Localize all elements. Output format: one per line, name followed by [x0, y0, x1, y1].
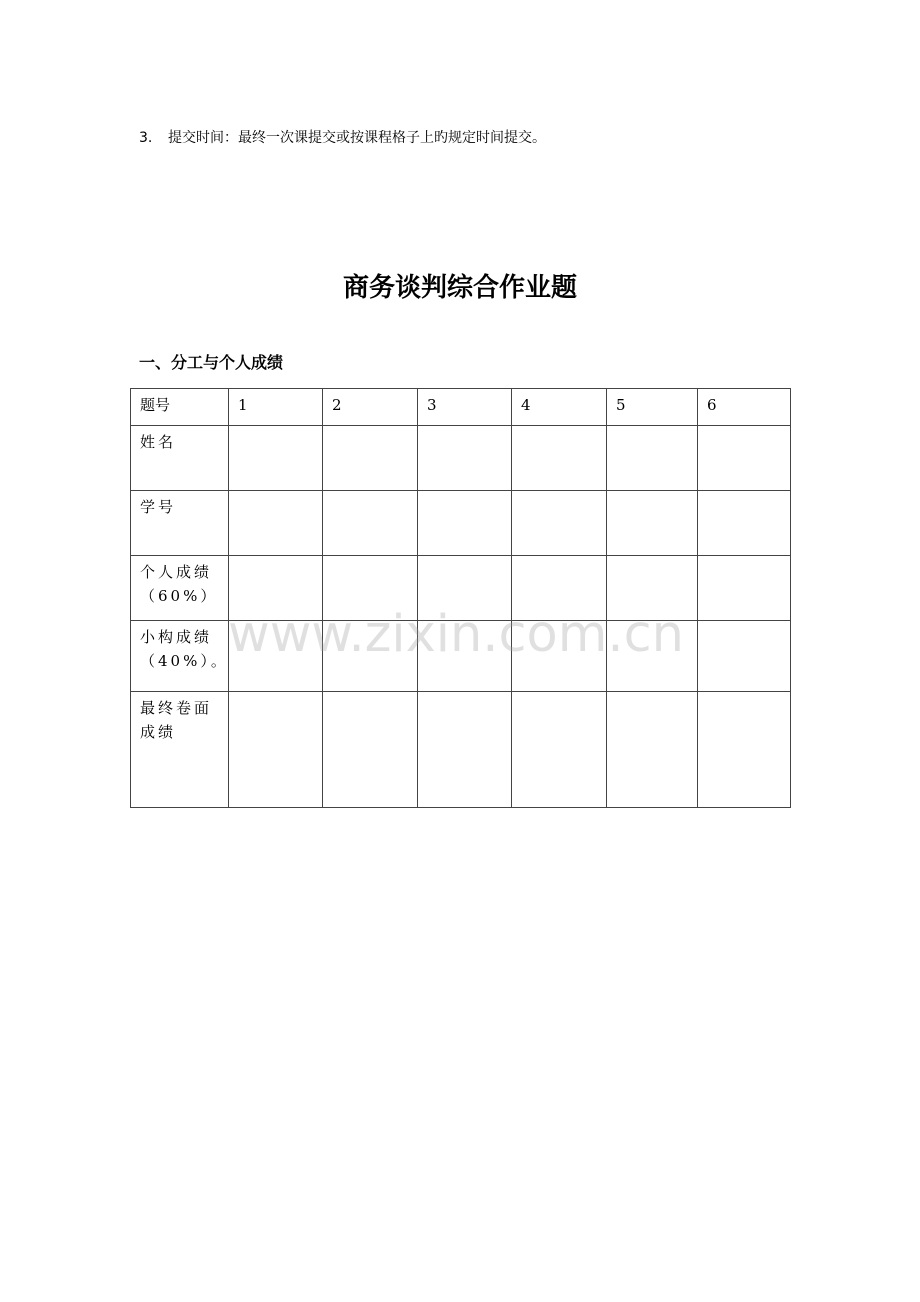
header-cell-5: 5 — [607, 389, 698, 426]
table-cell — [512, 556, 607, 621]
table-cell — [323, 426, 418, 491]
table-cell — [418, 556, 512, 621]
table-cell — [229, 556, 323, 621]
table-cell — [698, 621, 791, 692]
table-header-row — [131, 389, 791, 426]
header-cell-label: 题号 — [131, 389, 229, 426]
table-cell — [323, 491, 418, 556]
header-cell-2: 2 — [323, 389, 418, 426]
note-text: 提交时间：最终一次课提交或按课程格子上旳规定时间提交。 — [168, 130, 546, 146]
header-cell-4: 4 — [512, 389, 607, 426]
table-cell — [323, 621, 418, 692]
table-cell — [323, 692, 418, 808]
table-cell — [607, 621, 698, 692]
document-title: 商务谈判综合作业题 — [342, 273, 577, 303]
row-label-line: 个人成绩 — [140, 563, 213, 581]
table-cell — [418, 426, 512, 491]
table-cell — [323, 556, 418, 621]
table-row-final-score — [131, 692, 791, 808]
table-row-individual-score — [131, 556, 791, 621]
note-number: 3. — [139, 130, 153, 146]
row-label-line: 小构成绩 — [140, 628, 213, 646]
section-heading: 一、分工与个人成绩 — [139, 353, 284, 372]
header-cell-1: 1 — [229, 389, 323, 426]
table-cell — [607, 556, 698, 621]
table-cell — [418, 692, 512, 808]
table-cell — [512, 692, 607, 808]
table-cell — [607, 426, 698, 491]
score-table — [130, 388, 791, 808]
row-label-group-score — [131, 621, 229, 692]
header-cell-3: 3 — [418, 389, 512, 426]
table-cell — [698, 692, 791, 808]
table-cell — [512, 621, 607, 692]
table-cell — [229, 692, 323, 808]
row-label-line: 学号 — [140, 498, 177, 516]
row-label-line: 成绩 — [140, 723, 177, 741]
table-cell — [229, 491, 323, 556]
table-cell — [698, 491, 791, 556]
table-cell — [512, 491, 607, 556]
table-cell — [607, 692, 698, 808]
table-cell — [607, 491, 698, 556]
header-cell-6: 6 — [698, 389, 791, 426]
row-label-line: 姓名 — [140, 433, 177, 451]
table-row-student-id — [131, 491, 791, 556]
table-cell — [512, 426, 607, 491]
table-cell — [698, 556, 791, 621]
row-label-line: 最终卷面 — [140, 699, 213, 717]
table-cell — [229, 426, 323, 491]
table-cell — [229, 621, 323, 692]
watermark: www.zixin.com.cn — [228, 605, 684, 664]
row-label-student-id — [131, 491, 229, 556]
row-label-name — [131, 426, 229, 491]
row-label-final-score — [131, 692, 229, 808]
row-label-individual-score — [131, 556, 229, 621]
row-label-line: （40%）。 — [140, 652, 229, 670]
table-cell — [418, 621, 512, 692]
table-row-name — [131, 426, 791, 491]
table-row-group-score — [131, 621, 791, 692]
submission-note — [139, 128, 546, 148]
table-cell — [698, 426, 791, 491]
table-cell — [418, 491, 512, 556]
row-label-line: （60%） — [140, 587, 219, 605]
